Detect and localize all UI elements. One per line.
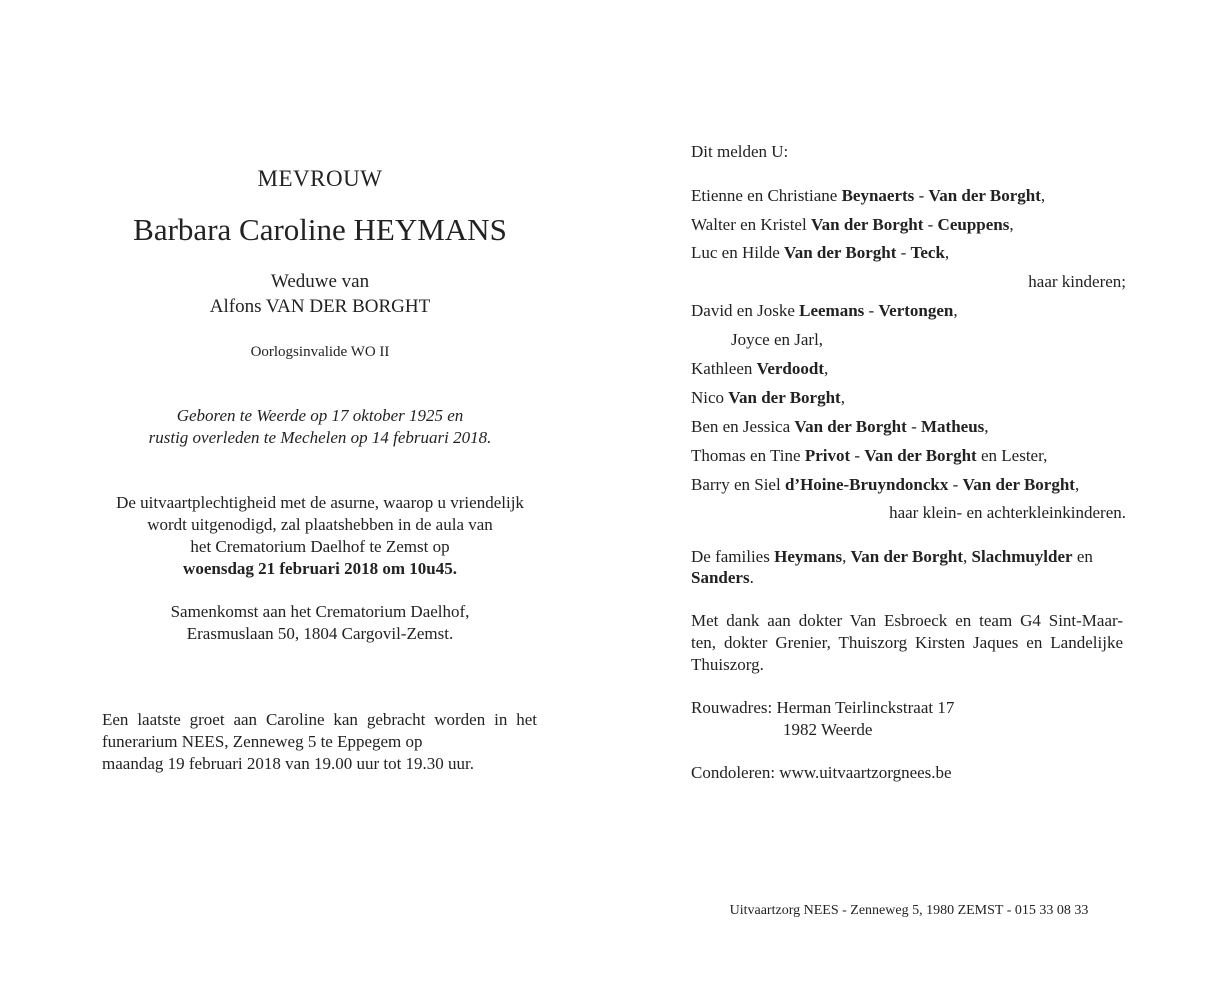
- relative-row: [691, 358, 828, 380]
- relative-first-names: Kathleen: [691, 359, 757, 378]
- title-mevrouw: MEVROUW: [257, 166, 383, 191]
- relative-first-names: Ben en Jessica: [691, 417, 795, 436]
- greeting-line-2: funerarium NEES, Zenneweg 5 te Eppegem op: [102, 732, 423, 751]
- relative-surname: Van der Borght: [728, 388, 841, 407]
- separator: -: [896, 243, 911, 262]
- punctuation: ,: [963, 547, 972, 566]
- punctuation: ,: [842, 547, 851, 566]
- relative-row: [691, 300, 958, 322]
- separator: -: [850, 446, 865, 465]
- greeting-line-3: maandag 19 februari 2018 van 19.00 uur tot 19.30 uur.: [102, 754, 475, 773]
- punctuation: ,: [1009, 215, 1014, 234]
- relative-first-names: Etienne en Christiane: [691, 186, 842, 205]
- ceremony-line-2: wordt uitgenodigd, zal plaatshebben in de aula van: [147, 515, 493, 534]
- address-line-1: Rouwadres: Herman Teirlinckstraat 17: [691, 698, 955, 717]
- relative-row: [691, 416, 989, 438]
- punctuation: ,: [1040, 186, 1046, 205]
- separator: -: [864, 301, 879, 320]
- family-name: Slachmuylder: [971, 547, 1073, 566]
- relative-surname: Van der Borght: [810, 215, 924, 234]
- thanks-line-2: ten, dokter Grenier, Thuiszorg Kirsten Jaques en Landelijke: [691, 633, 1123, 652]
- widow-of-label: Weduwe van: [270, 271, 370, 292]
- spouse-name: Alfons VAN DER BORGHT: [209, 296, 431, 317]
- relative-first-names: Barry en Siel: [691, 475, 785, 494]
- relative-row: [691, 185, 1045, 207]
- punctuation: en Lester,: [976, 446, 1048, 465]
- punctuation: ,: [824, 359, 829, 378]
- relative-surname: Beynaerts: [841, 186, 915, 205]
- children-label: haar kinderen;: [1028, 272, 1126, 291]
- grandchildren-label: haar klein- en achterkleinkinderen.: [889, 503, 1126, 522]
- born-line-1: Geboren te Weerde op 17 oktober 1925 en: [176, 406, 464, 425]
- address-line-2: 1982 Weerde: [783, 720, 873, 739]
- relative-surname: Vertongen: [878, 301, 954, 320]
- relative-surname: Van der Borght: [928, 186, 1041, 205]
- separator: -: [923, 215, 938, 234]
- relative-surname: Leemans: [799, 301, 865, 320]
- war-invalid-note: Oorlogsinvalide WO II: [250, 344, 390, 360]
- condolences-line: Condoleren: www.uitvaartzorgnees.be: [691, 763, 952, 782]
- greeting-line-1: Een laatste groet aan Caroline kan gebracht worden in het: [102, 710, 537, 729]
- separator: -: [914, 186, 929, 205]
- relative-surname: Teck: [910, 243, 945, 262]
- thanks-line-3: Thuiszorg.: [691, 655, 764, 674]
- punctuation: .: [749, 568, 754, 587]
- relative-first-names: Walter en Kristel: [691, 215, 811, 234]
- deceased-name: Barbara Caroline HEYMANS: [133, 212, 507, 247]
- relative-surname: d’Hoine-Bruyndonckx: [784, 475, 949, 494]
- relative-surname: Van der Borght: [784, 243, 897, 262]
- punctuation: ,: [840, 388, 845, 407]
- relative-surname: Privot: [804, 446, 851, 465]
- relative-row: [691, 445, 1047, 467]
- family-name: Van der Borght: [850, 547, 964, 566]
- relative-surname: Van der Borght: [962, 475, 1075, 494]
- relative-first-names: David en Joske: [691, 301, 800, 320]
- ceremony-date: woensdag 21 februari 2018 om 10u45.: [183, 559, 457, 578]
- family-name: Heymans: [774, 547, 843, 566]
- footer-funeral-home: Uitvaartzorg NEES - Zenneweg 5, 1980 ZEMST - 015 33 08 33: [729, 903, 1089, 918]
- punctuation: ,: [953, 301, 958, 320]
- ceremony-line-3: het Crematorium Daelhof te Zemst op: [190, 537, 450, 556]
- relative-row-indented: Joyce en Jarl,: [731, 330, 824, 349]
- separator: -: [906, 417, 921, 436]
- relative-surname: Van der Borght: [864, 446, 977, 465]
- born-line-2: rustig overleden te Mechelen op 14 februari 2018.: [148, 428, 492, 447]
- relative-first-names: Luc en Hilde: [691, 243, 784, 262]
- families-prefix: De families: [691, 547, 775, 566]
- relative-surname: Matheus: [920, 417, 985, 436]
- relative-row: [691, 474, 1079, 496]
- thanks-line-1: Met dank aan dokter Van Esbroeck en team G4 Sint-Maar-: [691, 611, 1123, 630]
- separator: -: [948, 475, 963, 494]
- relative-surname: Van der Borght: [794, 417, 907, 436]
- punctuation: ,: [944, 243, 950, 262]
- punctuation: ,: [1074, 475, 1080, 494]
- families-line-2: [691, 567, 754, 589]
- relative-first-names: Nico: [691, 388, 729, 407]
- relative-first-names: Thomas en Tine: [691, 446, 805, 465]
- meeting-line-1: Samenkomst aan het Crematorium Daelhof,: [170, 602, 470, 621]
- relative-surname: Ceuppens: [937, 215, 1010, 234]
- relative-row: [691, 387, 845, 409]
- punctuation: ,: [984, 417, 989, 436]
- ceremony-line-1: De uitvaartplechtigheid met de asurne, waarop u vriendelijk: [116, 493, 524, 512]
- family-name: Sanders: [691, 568, 750, 587]
- relative-row: [691, 242, 949, 264]
- relative-row: [691, 214, 1014, 236]
- relative-surname: Verdoodt: [756, 359, 824, 378]
- intro-line: Dit melden U:: [691, 142, 789, 161]
- meeting-line-2: Erasmuslaan 50, 1804 Cargovil-Zemst.: [186, 624, 454, 643]
- conjunction: en: [1072, 547, 1093, 566]
- families-line-1: [691, 546, 1093, 568]
